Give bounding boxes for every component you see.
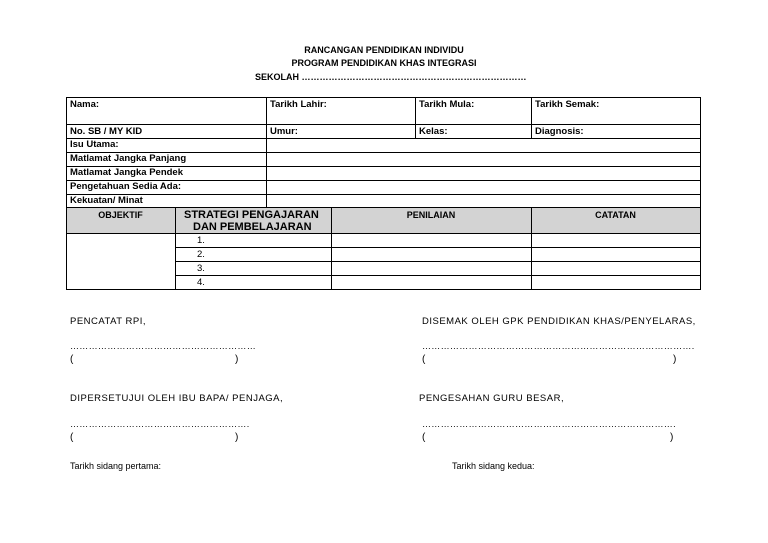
tarikh-mula-label: Tarikh Mula: [419,99,475,110]
pencatat-name-close: ) [235,354,239,365]
no-sb-label: No. SB / MY KID [70,126,143,137]
pengesahan-label: PENGESAHAN GURU BESAR, [419,393,565,404]
tarikh-lahir-label: Tarikh Lahir: [270,99,327,110]
pencatat-label: PENCATAT RPI, [70,316,147,327]
matlamat-panjang-label: Matlamat Jangka Panjang [70,153,187,164]
col-strategi-line1: STRATEGI PENGAJARAN [184,209,319,221]
disemak-name-close: ) [673,354,677,365]
matlamat-pendek-label: Matlamat Jangka Pendek [70,167,183,178]
col-objektif: OBJEKTIF [98,210,143,220]
pengesahan-name-open: ( [422,432,426,443]
disetujui-name-close: ) [235,432,239,443]
kelas-label: Kelas: [419,126,448,137]
disetujui-name-open: ( [70,432,74,443]
disetujui-label: DIPERSETUJUI OLEH IBU BAPA/ PENJAGA, [70,393,284,404]
disetujui-signature-line: …………………………………………………. [70,419,250,429]
diagnosis-label: Diagnosis: [535,126,584,137]
pencatat-name-open: ( [70,354,74,365]
col-strategi-line2: DAN PEMBELAJARAN [193,221,312,233]
isu-utama-label: Isu Utama: [70,139,119,150]
form-title: RANCANGAN PENDIDIKAN INDIVIDU [304,45,464,55]
pengesahan-signature-line: ………………………………………………………………………. [422,419,676,429]
tarikh-semak-label: Tarikh Semak: [535,99,600,110]
school-field: SEKOLAH ………………………………………………………………… [255,72,527,82]
row-number: 2. [197,249,205,260]
umur-label: Umur: [270,126,298,137]
nama-label: Nama: [70,99,100,110]
program-title: PROGRAM PENDIDIKAN KHAS INTEGRASI [291,58,477,68]
row-number: 3. [197,263,205,274]
tarikh-sidang-kedua: Tarikh sidang kedua: [452,461,535,471]
col-catatan: CATATAN [595,210,636,220]
pencatat-signature-line: …………………………………………………… [70,341,256,351]
tarikh-sidang-pertama: Tarikh sidang pertama: [70,461,162,471]
kekuatan-label: Kekuatan/ Minat [70,195,143,206]
row-number: 4. [197,277,205,288]
pengetahuan-label: Pengetahuan Sedia Ada: [70,181,182,192]
row-number: 1. [197,235,205,246]
disemak-name-open: ( [422,354,426,365]
disemak-signature-line: ……………………………………………………………………………. [422,341,695,351]
pengesahan-name-close: ) [670,432,674,443]
disemak-label: DISEMAK OLEH GPK PENDIDIKAN KHAS/PENYELARAS, [422,316,696,327]
col-penilaian: PENILAIAN [406,210,456,220]
